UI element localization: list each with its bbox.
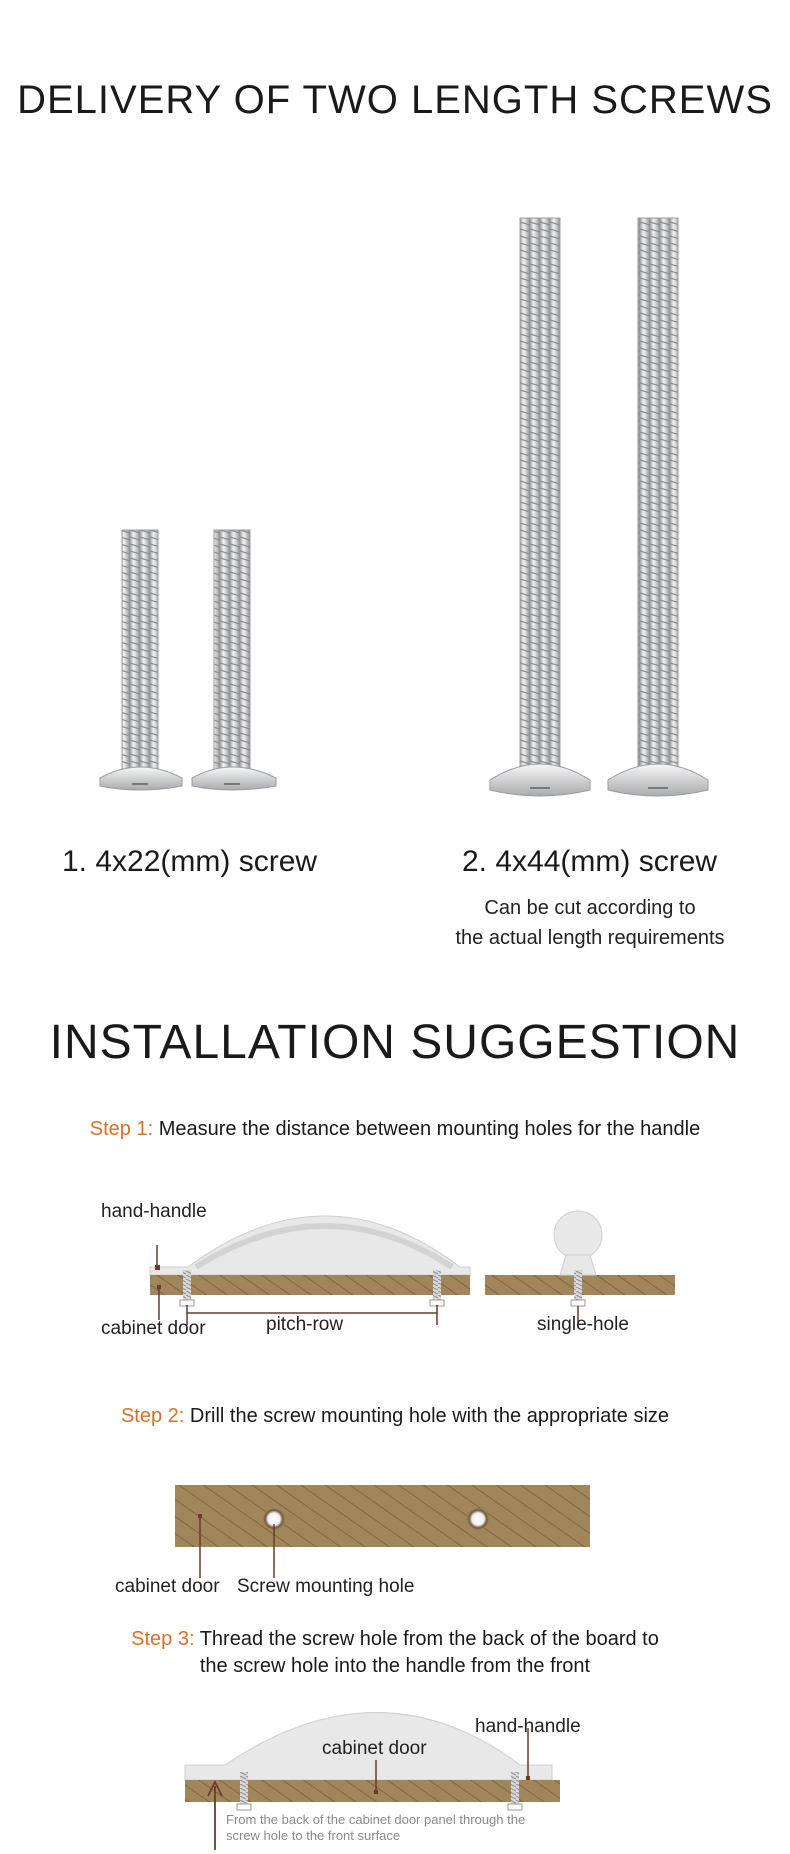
- step1-text: Measure the distance between mounting holes for the handle: [153, 1118, 701, 1140]
- section-title-installation: INSTALLATION SUGGESTION: [49, 1016, 741, 1069]
- step1-label-cabinet-door: cabinet door: [101, 1318, 206, 1339]
- long-screw-note-1: Can be cut according to: [484, 897, 696, 919]
- step3-instruction-line2: the screw hole into the handle from the front: [199, 1655, 591, 1677]
- short-screw-label: 1. 4x22(mm) screw: [62, 845, 318, 878]
- step2-label-cabinet-door: cabinet door: [115, 1576, 220, 1597]
- long-screw-icon: [490, 218, 590, 796]
- step1-instruction: [0, 1118, 790, 1141]
- step3-note-line2: screw hole to the front surface: [226, 1828, 401, 1843]
- step2-instruction: [0, 1405, 790, 1428]
- step1-prefix: Step 1:: [89, 1118, 154, 1140]
- step3-label-hand-handle: hand-handle: [475, 1716, 581, 1737]
- step2-prefix: Step 2:: [120, 1405, 185, 1427]
- screws-illustration: [0, 200, 790, 840]
- step2-label-screw-hole: Screw mounting hole: [237, 1576, 415, 1597]
- step2-text: Drill the screw mounting hole with the appropriate size: [184, 1405, 670, 1427]
- step2-diagram: [0, 1480, 790, 1590]
- short-screw-icon: [100, 530, 182, 790]
- long-screw-note-2: the actual length requirements: [455, 927, 725, 949]
- step1-label-pitch-row: pitch-row: [266, 1314, 344, 1335]
- long-screw-label: 2. 4x44(mm) screw: [462, 845, 718, 878]
- short-screw-icon: [192, 530, 276, 790]
- long-screw-icon: [608, 218, 708, 796]
- step1-label-hand-handle: hand-handle: [101, 1201, 207, 1222]
- step3-instruction-line1: [0, 1628, 790, 1651]
- step3-prefix: Step 3:: [131, 1628, 195, 1650]
- step1-label-single-hole: single-hole: [537, 1314, 629, 1335]
- step3-label-cabinet-door: cabinet door: [322, 1738, 427, 1759]
- section-title-delivery: DELIVERY OF TWO LENGTH SCREWS: [17, 78, 773, 122]
- step3-text-1: Thread the screw hole from the back of the board to: [194, 1628, 659, 1650]
- step3-note-line1: From the back of the cabinet door panel through the: [226, 1812, 526, 1827]
